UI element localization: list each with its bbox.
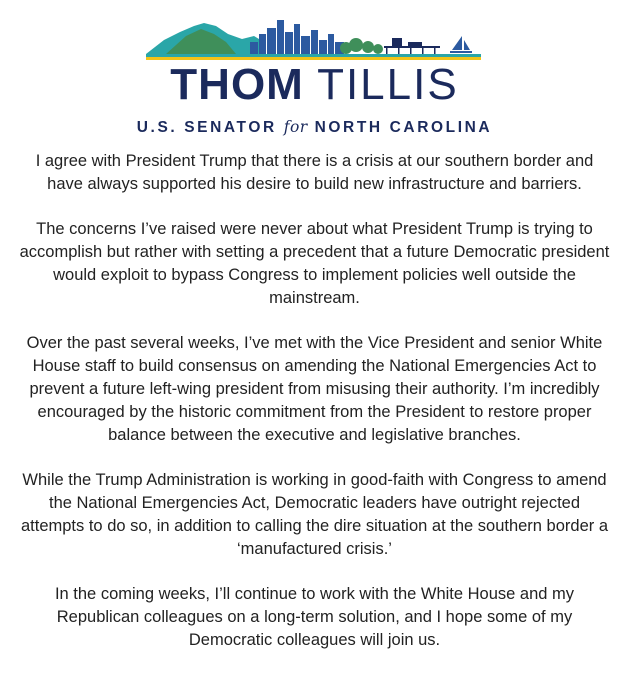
paragraph-2: The concerns I’ve raised were never about what President Trump is trying to accomplish but rather with setting a precedent that a future Democratic president would exploit to bypass Congress to implement policies well outside the mainstream. xyxy=(19,220,610,307)
senator-name xyxy=(0,59,629,111)
ground-stripe-teal xyxy=(146,54,481,57)
title-state: NORTH CAROLINA xyxy=(314,119,493,136)
title-for: for xyxy=(283,118,308,136)
paragraph-4: While the Trump Administration is working in good-faith with Congress to amend the National Emergencies Act, Democratic leaders have outright rejected attempts to do so, in addition to calling the dire situation at the southern border a ‘manufactured crisis.’ xyxy=(20,471,609,558)
paragraph-1: I agree with President Trump that there is a crisis at our southern border and have always supported his desire to build new infrastructure and barriers. xyxy=(35,152,594,193)
city-buildings xyxy=(250,20,344,54)
statement-body xyxy=(16,150,613,674)
first-name: THOM xyxy=(170,60,304,109)
last-name: TILLIS xyxy=(317,60,459,109)
senator-logo xyxy=(0,0,629,150)
sailboat xyxy=(452,36,470,50)
pier xyxy=(384,38,440,54)
senator-title xyxy=(0,117,629,138)
title-prefix: U.S. SENATOR xyxy=(136,119,277,136)
paragraph-3: Over the past several weeks, I’ve met with the Vice President and senior White House staff to build consensus on amending the National Emergencies Act to prevent a future left-wing president from misusing their authority. I’m incredibly encouraged by the historic commitment from the President to restore proper balance between the executive and legislative branches. xyxy=(26,334,603,444)
nc-skyline-graphic xyxy=(146,12,481,60)
paragraph-5: In the coming weeks, I’ll continue to work with the White House and my Republican colleagues on a long-term solution, and I hope some of my Democratic colleagues will join us. xyxy=(54,585,575,649)
trees xyxy=(340,38,383,54)
